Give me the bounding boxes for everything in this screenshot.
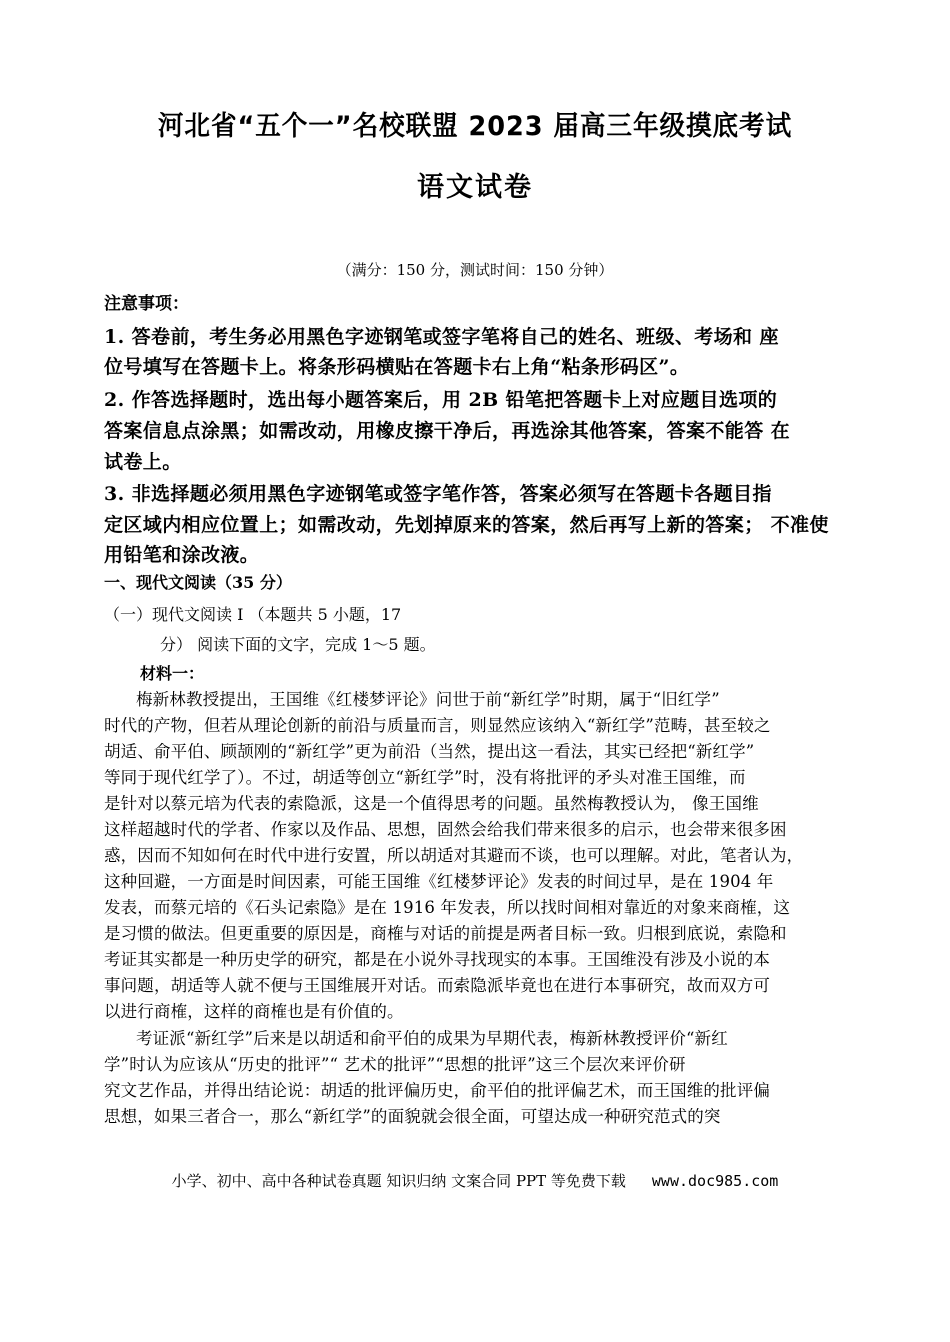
footer-url[interactable]: www.doc985.com: [651, 1172, 779, 1190]
notice-line: 2. 作答选择题时，选出每小题答案后，用 2B 铅笔把答题卡上对应题目选项的: [104, 389, 778, 411]
passage-line: 胡适、俞平伯、顾颉刚的“新红学”更为前沿（当然，提出这一看法，其实已经把“新红学”: [104, 742, 755, 761]
passage-line: 以进行商榷，这样的商榷也是有价值的。: [104, 1002, 404, 1021]
section-heading: 一、现代文阅读（35 分）: [104, 573, 292, 592]
subsection-line: （一）现代文阅读 I （本题共 5 小题，17: [104, 605, 402, 624]
material-label: 材料一：: [140, 664, 205, 683]
passage-line: 究文艺作品，并得出结论说：胡适的批评偏历史，俞平伯的批评偏艺术，而王国维的批评偏: [104, 1081, 770, 1100]
passage-line: 考证派“新红学”后来是以胡适和俞平伯的成果为早期代表，梅新林教授评价“新红: [136, 1029, 728, 1048]
page-footer: [0, 1170, 950, 1191]
passage-line: 梅新林教授提出，王国维《红楼梦评论》问世于前“新红学”时期，属于“旧红学”: [136, 690, 720, 709]
passage-line: 这样超越时代的学者、作家以及作品、思想，固然会给我们带来很多的启示，也会带来很多困: [104, 820, 787, 839]
passage-line: 发表，而蔡元培的《石头记索隐》是在 1916 年发表，所以找时间相对靠近的对象来商榷，这: [104, 898, 791, 917]
notice-heading: 注意事项：: [104, 294, 189, 314]
notice-line: 1. 答卷前，考生务必用黑色字迹钢笔或签字笔将自己的姓名、班级、考场和 座: [104, 326, 779, 348]
notice-line: 3. 非选择题必须用黑色字迹钢笔或签字笔作答，答案必须写在答题卡各题目指: [104, 483, 772, 505]
notice-line: 答案信息点涂黑；如需改动，用橡皮擦干净后，再选涂其他答案，答案不能答 在: [104, 420, 791, 442]
footer-text: 小学、初中、高中各种试卷真题 知识归纳 文案合同 PPT 等免费下载: [171, 1172, 626, 1190]
passage-line: 事问题，胡适等人就不便与王国维展开对话。而索隐派毕竟也在进行本事研究，故而双方可: [104, 976, 770, 995]
passage-line: 等同于现代红学了）。不过，胡适等创立“新红学”时，没有将批评的矛头对准王国维，而: [104, 768, 746, 787]
exam-title: 河北省“五个一”名校联盟 2023 届高三年级摸底考试: [157, 111, 793, 142]
passage-line: 时代的产物，但若从理论创新的前沿与质量而言，则显然应该纳入“新红学”范畴，甚至较之: [104, 716, 771, 735]
notice-line: 定区域内相应位置上；如需改动，先划掉原来的答案，然后再写上新的答案； 不准使: [104, 514, 829, 536]
exam-info: （满分：150 分，测试时间：150 分钟）: [336, 261, 614, 279]
notice-line: 位号填写在答题卡上。将条形码横贴在答题卡右上角“粘条形码区”。: [104, 356, 690, 378]
subsection-instruction: 分） 阅读下面的文字，完成 1～5 题。: [160, 635, 436, 654]
passage-line: 学”时认为应该从“历史的批评”“ 艺术的批评”“思想的批评”这三个层次来评价研: [104, 1055, 686, 1074]
passage-line: 思想，如果三者合一，那么“新红学”的面貌就会很全面，可望达成一种研究范式的突: [104, 1107, 721, 1126]
notice-line: 用铅笔和涂改液。: [104, 544, 260, 566]
passage-line: 考证其实都是一种历史学的研究，都是在小说外寻找现实的本事。王国维没有涉及小说的本: [104, 950, 770, 969]
exam-subtitle: 语文试卷: [417, 172, 533, 203]
passage-line: 惑，因而不知如何在时代中进行安置，所以胡适对其避而不谈，也可以理解。对此，笔者认为，: [104, 846, 804, 865]
notice-line: 试卷上。: [104, 451, 182, 473]
passage-line: 是习惯的做法。但更重要的原因是，商榷与对话的前提是两者目标一致。归根到底说，索隐和: [104, 924, 787, 943]
passage-line: 这种回避，一方面是时间因素，可能王国维《红楼梦评论》发表的时间过早，是在 1904 年: [104, 872, 774, 891]
passage-line: 是针对以蔡元培为代表的索隐派，这是一个值得思考的问题。虽然梅教授认为， 像王国维: [104, 794, 759, 813]
